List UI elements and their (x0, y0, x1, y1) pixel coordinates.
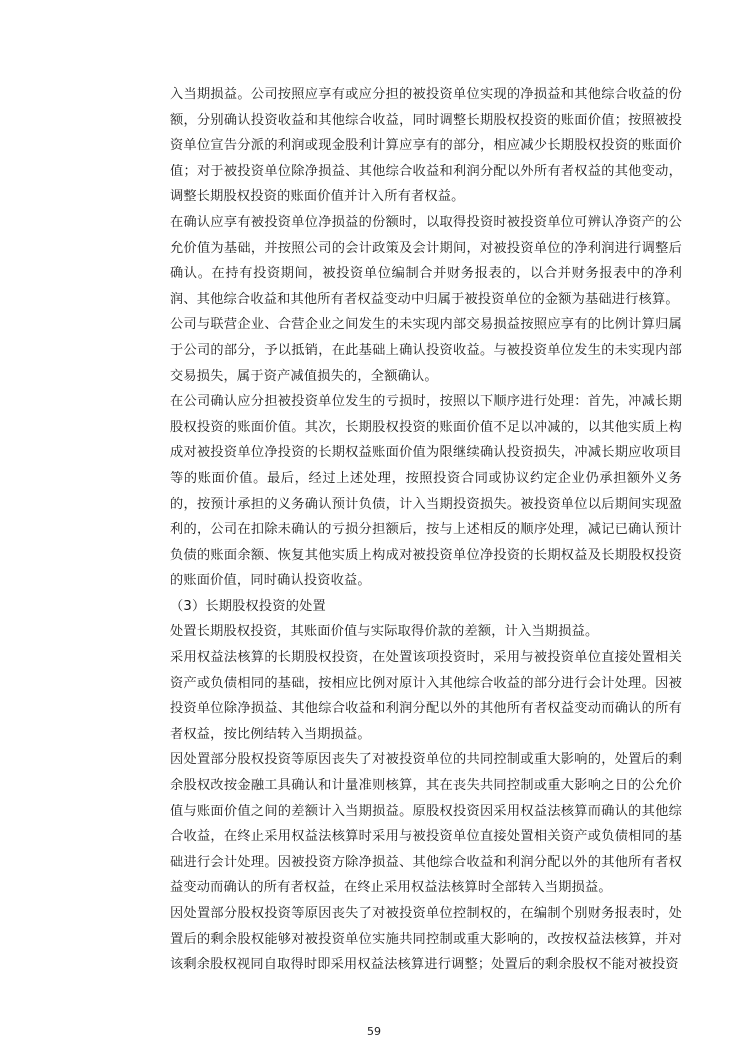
paragraph: 在公司确认应分担被投资单位发生的亏损时，按照以下顺序进行处理：首先，冲减长期股权投资的账面价值。其次，长期股权投资的账面价值不足以冲减的，以其他实质上构成对被投资单位净投资的长期权益账面价值为限继续确认投资损失，冲减长期应收项目等的账面价值。最后，经过上述处理，按照投资合同或协议约定企业仍承担额外义务的，按预计承担的义务确认预计负债，计入当期投资损失。被投资单位以后期间实现盈利的，公司在扣除未确认的亏损分担额后，按与上述相反的顺序处理，减记已确认预计负债的账面余额、恢复其他实质上构成对被投资单位净投资的长期权益及长期股权投资的账面价值，同时确认投资收益。 (170, 394, 682, 589)
paragraph: 处置长期股权投资，其账面价值与实际取得价款的差额，计入当期损益。 (170, 624, 599, 640)
paragraph: 入当期损益。公司按照应享有或应分担的被投资单位实现的净损益和其他综合收益的份额，分别确认投资收益和其他综合收益，同时调整长期股权投资的账面价值；按照被投资单位宣告分派的利润或现金股利计算应享有的部分，相应减少长期股权投资的账面价值；对于被投资单位除净损益、其他综合收益和利润分配以外所有者权益的其他变动，调整长期股权投资的账面价值并计入所有者权益。 (170, 87, 682, 205)
paragraph: 采用权益法核算的长期股权投资，在处置该项投资时，采用与被投资单位直接处置相关资产或负债相同的基础，按相应比例对原计入其他综合收益的部分进行会计处理。因被投资单位除净损益、其他综合收益和利润分配以外的其他所有者权益变动而确认的所有者权益，按比例结转入当期损益。 (170, 650, 682, 742)
paragraph: 在确认应享有被投资单位净损益的份额时，以取得投资时被投资单位可辨认净资产的公允价值为基础，并按照公司的会计政策及会计期间，对被投资单位的净利润进行调整后确认。在持有投资期间，被投资单位编制合并财务报表的，以合并财务报表中的净利润、其他综合收益和其他所有者权益变动中归属于被投资单位的金额为基础进行核算。 (170, 214, 682, 307)
page-number: 59 (367, 1025, 381, 1038)
document-body (170, 82, 682, 978)
paragraph: 因处置部分股权投资等原因丧失了对被投资单位控制权的，在编制个别财务报表时，处置后的剩余股权能够对被投资单位实施共同控制或重大影响的，改按权益法核算，并对该剩余股权视同自取得时即采用权益法核算进行调整；处置后的剩余股权不能对被投资 (170, 906, 682, 973)
paragraph: 因处置部分股权投资等原因丧失了对被投资单位的共同控制或重大影响的，处置后的剩余股权改按金融工具确认和计量准则核算，其在丧失共同控制或重大影响之日的公允价值与账面价值之间的差额计入当期损益。原股权投资因采用权益法核算而确认的其他综合收益，在终止采用权益法核算时采用与被投资单位直接处置相关资产或负债相同的基础进行会计处理。因被投资方除净损益、其他综合收益和利润分配以外的其他所有者权益变动而确认的所有者权益，在终止采用权益法核算时全部转入当期损益。 (170, 752, 682, 896)
paragraph: 公司与联营企业、合营企业之间发生的未实现内部交易损益按照应享有的比例计算归属于公司的部分，予以抵销，在此基础上确认投资收益。与被投资单位发生的未实现内部交易损失，属于资产减值损失的，全额确认。 (170, 317, 682, 384)
section-heading: （3）长期股权投资的处置 (170, 598, 326, 614)
